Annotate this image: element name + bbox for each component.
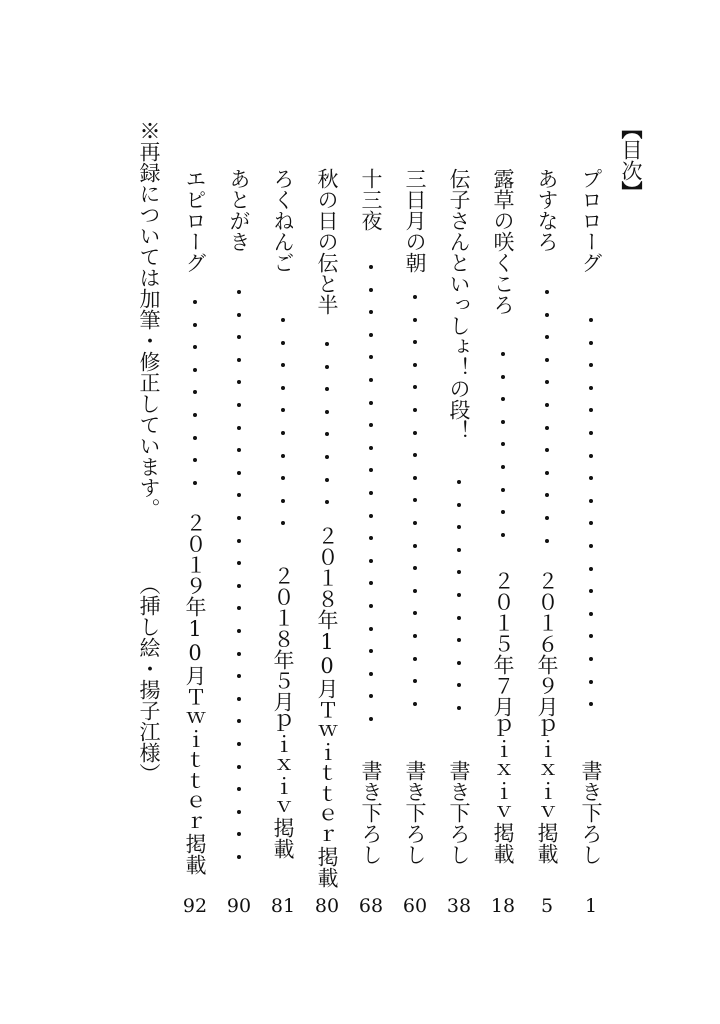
header-bracket-right: 】 [619, 181, 644, 202]
leader-dot [237, 652, 241, 656]
page-number: 60 [402, 895, 428, 917]
leader-dot [281, 318, 285, 322]
leader-dot [369, 401, 373, 405]
leader-dot [237, 516, 241, 520]
page-number: 92 [182, 895, 208, 917]
leader-dot [237, 335, 241, 339]
leader-dot [193, 300, 197, 304]
leader-dot [457, 683, 461, 687]
entry-source: 書き下ろし [447, 760, 471, 865]
leader-dot [237, 313, 241, 317]
leader-dot [589, 341, 593, 345]
leader-dot [193, 345, 197, 349]
leader-dot [413, 476, 417, 480]
leader-dot [413, 702, 417, 706]
leader-dot [237, 380, 241, 384]
leader-dot [589, 634, 593, 638]
leader-dot [281, 521, 285, 525]
leader-dot [369, 672, 373, 676]
leader-dot [237, 629, 241, 633]
leader-dots [369, 265, 373, 722]
leader-dots [193, 300, 197, 482]
leader-dot [545, 493, 549, 497]
leader-dot [237, 403, 241, 407]
page-number: 80 [314, 895, 340, 917]
leader-dot [545, 313, 549, 317]
leader-dot [369, 310, 373, 314]
leader-dot [193, 481, 197, 485]
leader-dot [281, 341, 285, 345]
leader-dot [413, 363, 417, 367]
entry-title: 伝子さんといっしょ！の段！ [447, 168, 471, 441]
leader-dot [325, 387, 329, 391]
leader-dot [369, 333, 373, 337]
page-number: 38 [446, 895, 472, 917]
leader-dot [501, 375, 505, 379]
leader-dot [457, 638, 461, 642]
leader-dot [237, 584, 241, 588]
leader-dot [237, 810, 241, 814]
leader-dots [545, 290, 549, 545]
leader-dot [413, 453, 417, 457]
page-number: 5 [540, 895, 554, 917]
leader-dots [281, 318, 285, 540]
leader-dot [501, 465, 505, 469]
leader-dot [589, 431, 593, 435]
leader-dot [457, 661, 461, 665]
leader-dot [545, 358, 549, 362]
leader-dot [457, 616, 461, 620]
leader-dot [325, 455, 329, 459]
leader-dot [501, 488, 505, 492]
leader-dot [413, 566, 417, 570]
leader-dot [325, 410, 329, 414]
leader-dot [369, 559, 373, 563]
leader-dot [545, 426, 549, 430]
leader-dot [369, 581, 373, 585]
leader-dot [589, 657, 593, 661]
leader-dot [281, 363, 285, 367]
leader-dot [369, 355, 373, 359]
leader-dot [457, 548, 461, 552]
leader-dot [369, 423, 373, 427]
leader-dot [589, 702, 593, 706]
leader-dot [501, 510, 505, 514]
leader-dot [237, 787, 241, 791]
leader-dot [325, 432, 329, 436]
leader-dot [193, 368, 197, 372]
leader-dot [413, 295, 417, 299]
leader-dot [457, 706, 461, 710]
illustration-credit: （挿し絵・揚子江様） [137, 574, 161, 784]
leader-dot [369, 446, 373, 450]
leader-dot [237, 674, 241, 678]
leader-dots [237, 290, 241, 868]
leader-dot [545, 448, 549, 452]
leader-dot [501, 397, 505, 401]
leader-dot [413, 634, 417, 638]
leader-dot [237, 290, 241, 294]
entry-title: エピローグ [183, 168, 207, 273]
leader-dot [237, 719, 241, 723]
leader-dot [237, 426, 241, 430]
page-number: 90 [226, 895, 252, 917]
leader-dot [193, 390, 197, 394]
leader-dot [457, 570, 461, 574]
leader-dot [193, 458, 197, 462]
leader-dot [413, 408, 417, 412]
toc-header [616, 118, 646, 202]
leader-dot [545, 516, 549, 520]
leader-dot [193, 436, 197, 440]
leader-dot [325, 365, 329, 369]
leader-dot [545, 380, 549, 384]
page-number: 81 [270, 895, 296, 917]
leader-dot [413, 498, 417, 502]
leader-dot [501, 533, 505, 537]
leader-dot [369, 491, 373, 495]
leader-dot [413, 521, 417, 525]
leader-dot [589, 454, 593, 458]
leader-dot [413, 544, 417, 548]
entry-title: ろくねんご [271, 168, 295, 273]
leader-dot [413, 679, 417, 683]
leader-dot [413, 611, 417, 615]
leader-dot [237, 471, 241, 475]
leader-dots [325, 342, 329, 510]
leader-dot [237, 832, 241, 836]
leader-dot [589, 544, 593, 548]
leader-dot [589, 680, 593, 684]
entry-source: ２０１８年５月ｐｉｘｉｖ掲載 [271, 565, 295, 859]
entry-source: ２０１６年９月ｐｉｘｉｖ掲載 [535, 570, 559, 864]
leader-dots [589, 318, 593, 722]
page-number: 68 [358, 895, 384, 917]
leader-dot [281, 431, 285, 435]
entry-source: ２０１５年７月ｐｉｘｉｖ掲載 [491, 570, 515, 864]
leader-dots [457, 480, 461, 722]
leader-dot [369, 536, 373, 540]
entry-title: 露草の咲くころ [491, 168, 515, 315]
leader-dot [369, 649, 373, 653]
leader-dot [545, 471, 549, 475]
leader-dot [457, 525, 461, 529]
toc-heading: 目次 [619, 139, 643, 181]
leader-dot [589, 408, 593, 412]
leader-dot [237, 493, 241, 497]
leader-dot [589, 589, 593, 593]
entry-title: 十三夜 [359, 168, 383, 231]
entry-source: ２０１８年10月Ｔｗｉｔｔｅｒ掲載 [315, 525, 339, 888]
leader-dot [369, 604, 373, 608]
leader-dot [413, 431, 417, 435]
leader-dot [545, 403, 549, 407]
leader-dot [369, 627, 373, 631]
leader-dot [589, 612, 593, 616]
leader-dot [325, 342, 329, 346]
leader-dot [369, 514, 373, 518]
leader-dot [237, 742, 241, 746]
leader-dot [281, 408, 285, 412]
leader-dot [237, 358, 241, 362]
leader-dot [545, 290, 549, 294]
leader-dot [237, 561, 241, 565]
leader-dot [369, 717, 373, 721]
leader-dots [413, 295, 417, 722]
leader-dot [457, 593, 461, 597]
leader-dot [413, 589, 417, 593]
leader-dot [281, 454, 285, 458]
leader-dot [325, 478, 329, 482]
leader-dot [589, 521, 593, 525]
leader-dot [589, 476, 593, 480]
entry-title: 三日月の朝 [403, 168, 427, 273]
page-number: 18 [490, 895, 516, 917]
leader-dot [325, 500, 329, 504]
leader-dot [369, 378, 373, 382]
leader-dot [237, 697, 241, 701]
leader-dot [237, 606, 241, 610]
leader-dot [193, 323, 197, 327]
leader-dot [413, 657, 417, 661]
leader-dot [237, 765, 241, 769]
leader-dot [369, 468, 373, 472]
entry-title: あとがき [227, 168, 251, 252]
leader-dot [413, 385, 417, 389]
leader-dot [237, 448, 241, 452]
leader-dot [237, 855, 241, 859]
leader-dot [501, 442, 505, 446]
entry-source: 書き下ろし [403, 760, 427, 865]
entry-title: プロローグ [579, 168, 603, 273]
leader-dot [369, 288, 373, 292]
leader-dot [545, 335, 549, 339]
header-bracket-left: 【 [619, 118, 644, 139]
leader-dot [545, 539, 549, 543]
entry-title: あすなろ [535, 168, 559, 252]
leader-dots [501, 352, 505, 545]
page-number: 1 [584, 895, 598, 917]
leader-dot [413, 318, 417, 322]
leader-dot [281, 476, 285, 480]
leader-dot [237, 539, 241, 543]
leader-dot [413, 340, 417, 344]
entry-source: 書き下ろし [579, 760, 603, 865]
leader-dot [193, 413, 197, 417]
leader-dot [369, 265, 373, 269]
entry-source: ２０１９年10月Ｔｗｉｔｔｅｒ掲載 [183, 512, 207, 875]
leader-dot [501, 352, 505, 356]
leader-dot [369, 694, 373, 698]
leader-dot [589, 386, 593, 390]
entry-source: 書き下ろし [359, 760, 383, 865]
leader-dot [281, 386, 285, 390]
leader-dot [457, 503, 461, 507]
leader-dot [589, 318, 593, 322]
leader-dot [589, 363, 593, 367]
leader-dot [589, 499, 593, 503]
entry-title: 秋の日の伝と半 [315, 168, 339, 315]
reprint-note: ※再録については加筆・修正しています。 [137, 120, 161, 519]
leader-dot [589, 567, 593, 571]
leader-dot [457, 480, 461, 484]
leader-dot [501, 420, 505, 424]
leader-dot [281, 499, 285, 503]
